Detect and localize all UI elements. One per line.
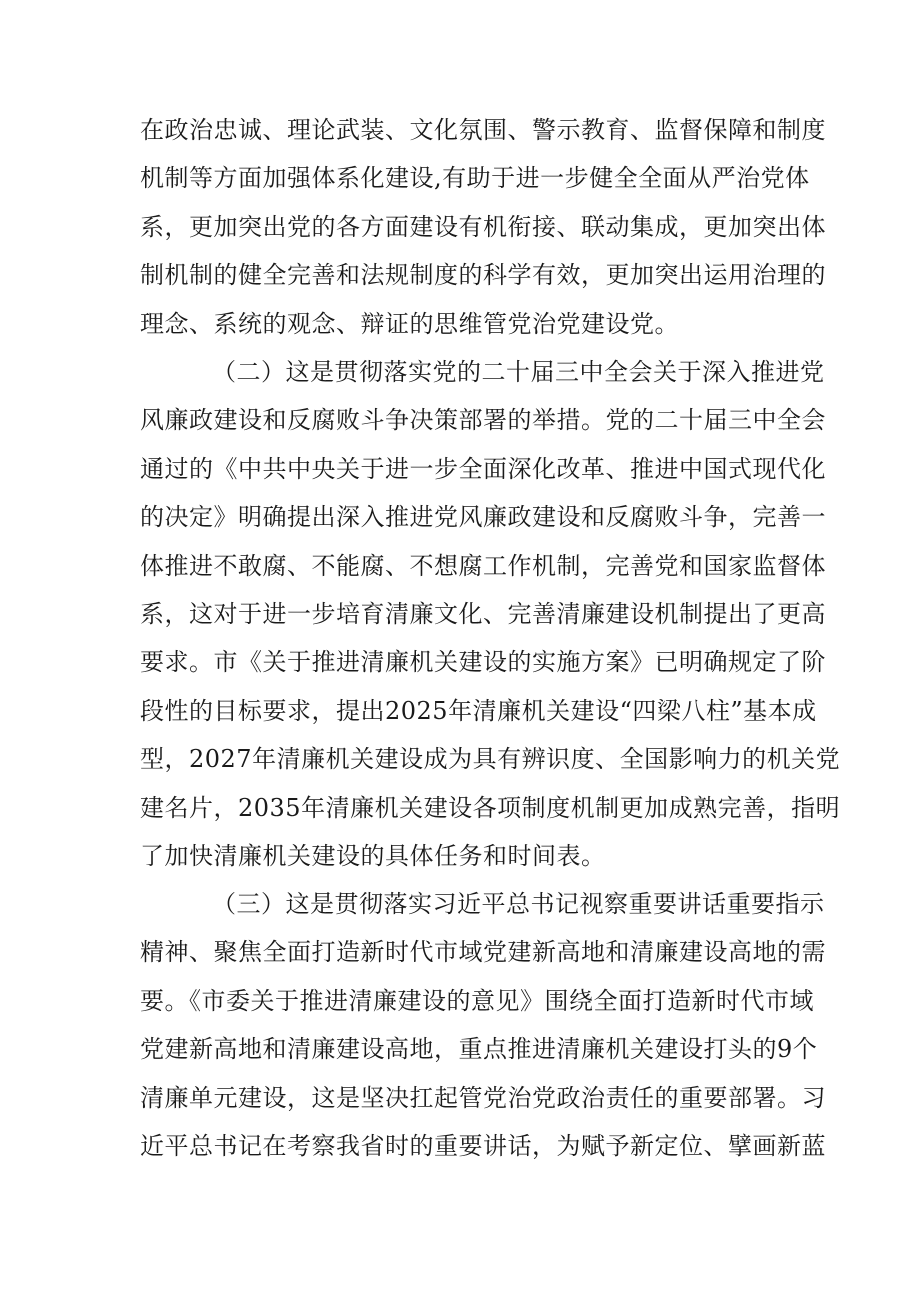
paragraph-2 [140,348,841,880]
paragraph-line: 通过的《中共中央关于进一步全面深化改革、推进中国式现代化 [140,454,826,483]
paragraph-line: 党建新高地和清廉建设高地，重点推进清廉机关建设打头的9个 [140,1035,818,1064]
paragraph-line: 理念、系统的观念、辩证的思维管党治党建设党。 [140,309,679,338]
paragraph-line: 近平总书记在考察我省时的重要讲话，为赋予新定位、擘画新蓝 [140,1131,826,1160]
paragraph-line: 清廉单元建设，这是坚决扛起管党治党政治责任的重要部署。习 [140,1083,826,1112]
paragraph-line: 要求。市《关于推进清廉机关建设的实施方案》已明确规定了阶 [140,648,826,677]
paragraph-line: 系，更加突出党的各方面建设有机衔接、联动集成，更加突出体 [140,212,826,241]
paragraph-3 [140,880,826,1170]
paragraph-line: 要。《市委关于推进清廉建设的意见》围绕全面打造新时代市域 [140,986,814,1015]
paragraph-line: 的决定》明确提出深入推进党风廉政建设和反腐败斗争，完善一 [140,503,826,532]
paragraph-line: 风廉政建设和反腐败斗争决策部署的举措。党的二十届三中全会 [140,406,826,435]
paragraph-line: （二）这是贯彻落实党的二十届三中全会关于深入推进党 [212,358,825,386]
paragraph-line: 体推进不敢腐、不能腐、不想腐工作机制，完善党和国家监督体 [140,551,826,580]
paragraph-line: 系，这对于进一步培育清廉文化、完善清廉建设机制提出了更高 [140,599,826,628]
paragraph-1 [140,106,826,348]
paragraph-line: 制机制的健全完善和法规制度的科学有效，更加突出运用治理的 [140,261,826,290]
paragraph-line: 精神、聚焦全面打造新时代市域党建新高地和清廉建设高地的需 [140,938,826,967]
paragraph-line: 段性的目标要求，提出2025年清廉机关建设“四梁八柱”基本成 [140,696,817,725]
paragraph-line: 在政治忠诚、理论武装、文化氛围、警示教育、监督保障和制度 [140,116,826,144]
paragraph-line: 了加快清廉机关建设的具体任务和时间表。 [140,841,606,870]
paragraph-line: （三）这是贯彻落实习近平总书记视察重要讲话重要指示 [212,890,825,918]
paragraph-line: 建名片，2035年清廉机关建设各项制度机制更加成熟完善，指明 [140,793,841,822]
paragraph-line: 型，2027年清廉机关建设成为具有辨识度、全国影响力的机关党 [140,745,841,774]
paragraph-line: 机制等方面加强体系化建设,有助于进一步健全全面从严治党体 [140,164,810,193]
